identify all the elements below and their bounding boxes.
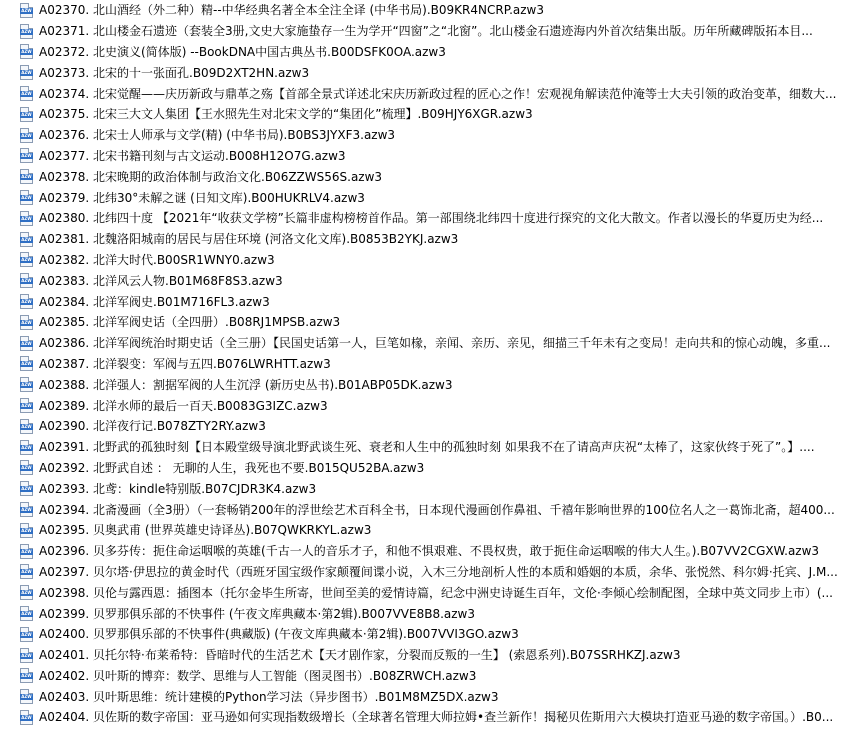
azw-file-icon [20,440,33,455]
file-name-label: A02384. 北洋军阀史.B01M716FL3.azw3 [39,294,270,309]
file-type-badge: AZW [21,590,32,596]
file-type-badge: AZW [21,278,32,284]
file-name-label: A02391. 北野武的孤独时刻【日本殿堂级导演北野武谈生死、衰老和人生中的孤独时刻 如果我不在了请高声庆祝“太棒了，这家伙终于死了”。】.... [39,440,815,455]
file-row[interactable] [0,520,846,541]
azw-file-icon [20,523,33,538]
file-name-label: A02374. 北宋觉醒——庆历新政与鼎革之殇【首部全景式详述北宋庆历新政过程的匠心之作！宏观视角解读范仲淹等士大夫引领的政治变革，细数大... [39,86,837,101]
azw-file-icon [20,65,33,80]
file-name-label: A02390. 北洋夜行记.B078ZTY2RY.azw3 [39,419,266,434]
azw-file-icon [20,710,33,725]
azw-file-icon [20,585,33,600]
azw-file-icon [20,689,33,704]
file-type-badge: AZW [21,195,32,201]
azw-file-icon [20,356,33,371]
file-row[interactable] [0,707,846,728]
file-row[interactable] [0,603,846,624]
file-row[interactable] [0,354,846,375]
file-name-label: A02387. 北洋裂变：军阀与五四.B076LWRHTT.azw3 [39,356,331,371]
file-type-badge: AZW [21,382,32,388]
azw-file-icon [20,24,33,39]
file-type-badge: AZW [21,423,32,429]
azw-file-icon [20,377,33,392]
file-name-label: A02393. 北鸢：kindle特别版.B07CJDR3K4.azw3 [39,481,317,496]
azw-file-icon [20,315,33,330]
file-row[interactable] [0,104,846,125]
file-name-label: A02392. 北野武自述 ： 无聊的人生，我死也不要.B015QU52BA.azw3 [39,460,425,475]
azw-file-icon [20,460,33,475]
file-row[interactable] [0,312,846,333]
file-row[interactable] [0,21,846,42]
file-name-label: A02386. 北洋军阀统治时期史话（全三册）【民国史话第一人，巨笔如椽，亲闻、亲历、亲见，细描三千年未有之变局！走向共和的惊心动魄，多重... [39,336,831,351]
file-type-badge: AZW [21,361,32,367]
file-name-label: A02397. 贝尔塔·伊思拉的黄金时代（西班牙国宝级作家颠覆间谍小说，入木三分地剖析人性的本质和婚姻的本质，余华、张悦然、科尔姆·托宾、J.M... [39,564,838,579]
file-name-label: A02377. 北宋书籍刊刻与古文运动.B008H12O7G.azw3 [39,148,346,163]
azw-file-icon [20,86,33,101]
file-type-badge: AZW [21,91,32,97]
file-type-badge: AZW [21,444,32,450]
file-row[interactable] [0,437,846,458]
file-name-label: A02404. 贝佐斯的数字帝国：亚马逊如何实现指数级增长（全球著名管理大师拉姆•查兰新作！揭秘贝佐斯用六大模块打造亚马逊的数字帝国。）.B0... [39,710,834,725]
file-type-badge: AZW [21,340,32,346]
file-name-label: A02402. 贝叶斯的博弈：数学、思维与人工智能（图灵图书）.B08ZRWCH.azw3 [39,668,477,683]
file-name-label: A02382. 北洋大时代.B00SR1WNY0.azw3 [39,252,275,267]
azw-file-icon [20,190,33,205]
azw-file-icon [20,169,33,184]
file-name-label: A02383. 北洋风云人物.B01M68F8S3.azw3 [39,273,283,288]
file-name-label: A02373. 北宋的十一张面孔.B09D2XT2HN.azw3 [39,65,310,80]
file-name-label: A02395. 贝奥武甫 (世界英雄史诗译丛).B07QWKRKYL.azw3 [39,523,372,538]
file-type-badge: AZW [21,714,32,720]
file-type-badge: AZW [21,527,32,533]
azw-file-icon [20,148,33,163]
file-name-label: A02396. 贝多芬传：扼住命运咽喉的英雄(千古一人的音乐才子，和他不惧艰难、不畏权贵，敢于扼住命运咽喉的伟大人生。).B07VV2CGXW.azw3 [39,544,820,559]
azw-file-icon [20,481,33,496]
azw-file-icon [20,273,33,288]
file-type-badge: AZW [21,28,32,34]
file-type-badge: AZW [21,486,32,492]
file-name-label: A02378. 北宋晚期的政治体制与政治文化.B06ZZWS56S.azw3 [39,169,383,184]
file-type-badge: AZW [21,569,32,575]
file-row[interactable] [0,125,846,146]
file-row[interactable] [0,686,846,707]
file-row[interactable] [0,62,846,83]
file-type-badge: AZW [21,49,32,55]
file-row[interactable] [0,333,846,354]
file-name-label: A02389. 北洋水师的最后一百天.B0083G3IZC.azw3 [39,398,328,413]
file-row[interactable] [0,395,846,416]
file-row[interactable] [0,666,846,687]
file-name-label: A02371. 北山楼金石遗迹（套装全3册,文史大家施蛰存一生为学开“四窗”之“北窗”。北山楼金石遗迹海内外首次结集出版。历年所藏碑版拓本目... [39,24,813,39]
azw-file-icon [20,419,33,434]
file-name-label: A02403. 贝叶斯思维：统计建模的Python学习法（异步图书）.B01M8MZ5DX.azw3 [39,689,499,704]
file-row[interactable] [0,562,846,583]
file-type-badge: AZW [21,215,32,221]
file-row[interactable] [0,270,846,291]
azw-file-icon [20,44,33,59]
azw-file-icon [20,398,33,413]
file-type-badge: AZW [21,631,32,637]
file-name-label: A02376. 北宋士人师承与文学(精) (中华书局).B0BS3JYXF3.azw3 [39,128,396,143]
file-row[interactable] [0,624,846,645]
azw-file-icon [20,211,33,226]
azw-file-icon [20,606,33,621]
file-row[interactable] [0,42,846,63]
file-type-badge: AZW [21,257,32,263]
file-row[interactable] [0,291,846,312]
azw-file-icon [20,3,33,18]
file-name-label: A02399. 贝罗那俱乐部的不快事件 (午夜文库典藏本·第2辑).B007VVE8B8.azw3 [39,606,476,621]
azw-file-icon [20,648,33,663]
azw-file-icon [20,336,33,351]
file-name-label: A02388. 北洋强人：割据军阀的人生沉浮 (新历史丛书).B01ABP05DK.azw3 [39,377,453,392]
file-type-badge: AZW [21,652,32,658]
file-type-badge: AZW [21,153,32,159]
azw-file-icon [20,128,33,143]
file-type-badge: AZW [21,465,32,471]
file-name-label: A02381. 北魏洛阳城南的居民与居住环境 (河洛文化文库).B0853B2YKJ.azw3 [39,232,459,247]
file-row[interactable] [0,83,846,104]
file-row[interactable] [0,166,846,187]
file-row[interactable] [0,208,846,229]
file-name-label: A02401. 贝托尔特·布莱希特：昏暗时代的生活艺术【天才剧作家，分裂而反叛的一生】 (索恩系列).B07SSRHKZJ.azw3 [39,648,681,663]
file-type-badge: AZW [21,132,32,138]
file-row[interactable] [0,645,846,666]
file-name-label: A02370. 北山酒经（外二种）精--中华经典名著全本全注全译 (中华书局).B09KR4NCRP.azw3 [39,3,544,18]
file-type-badge: AZW [21,673,32,679]
file-row[interactable] [0,416,846,437]
file-row[interactable] [0,250,846,271]
file-row[interactable] [0,478,846,499]
file-name-label: A02380. 北纬四十度 【2021年“收获文学榜”长篇非虚构榜榜首作品。第一部围绕北纬四十度进行探究的文化大散文。作者以漫长的华夏历史为经... [39,211,824,226]
file-type-badge: AZW [21,694,32,700]
file-row[interactable] [0,499,846,520]
file-type-badge: AZW [21,403,32,409]
file-row[interactable] [0,146,846,167]
file-type-badge: AZW [21,174,32,180]
file-name-label: A02372. 北史演义(简体版) --BookDNA中国古典丛书.B00DSFK0OA.azw3 [39,44,446,59]
azw-file-icon [20,544,33,559]
file-type-badge: AZW [21,7,32,13]
file-type-badge: AZW [21,319,32,325]
file-type-badge: AZW [21,111,32,117]
azw-file-icon [20,252,33,267]
file-type-badge: AZW [21,236,32,242]
file-type-badge: AZW [21,611,32,616]
file-name-label: A02385. 北洋军阀史话（全四册）.B08RJ1MPSB.azw3 [39,315,341,330]
azw-file-icon [20,627,33,642]
file-row[interactable] [0,229,846,250]
file-row[interactable] [0,458,846,479]
file-row[interactable] [0,187,846,208]
file-name-label: A02375. 北宋三大文人集团【王水照先生对北宋文学的“集团化”梳理】.B09HJY6XGR.azw3 [39,107,533,122]
azw-file-icon [20,668,33,683]
azw-file-icon [20,294,33,309]
file-type-badge: AZW [21,548,32,554]
file-row[interactable] [0,0,846,21]
file-name-label: A02400. 贝罗那俱乐部的不快事件(典藏版) (午夜文库典藏本·第2辑).B007VVI3GO.azw3 [39,627,519,642]
file-row[interactable] [0,582,846,603]
azw-file-icon [20,107,33,122]
file-row[interactable] [0,541,846,562]
file-name-label: A02379. 北纬30°未解之谜 (日知文库).B00HUKRLV4.azw3 [39,190,365,205]
file-name-label: A02394. 北斋漫画（全3册）（一套畅销200年的浮世绘艺术百科全书，日本现代漫画创作鼻祖、千禧年影响世界的100位名人之一葛饰北斋，超400... [39,502,835,517]
file-name-label: A02398. 贝伦与露西恩：插图本（托尔金毕生所寄，世间至美的爱情诗篇，纪念中洲史诗诞生百年，文伦·李倾心绘制配图，全球中英文同步上市）(... [39,585,833,600]
file-row[interactable] [0,374,846,395]
file-type-badge: AZW [21,70,32,76]
file-type-badge: AZW [21,299,32,305]
azw-file-icon [20,232,33,247]
azw-file-icon [20,502,33,517]
azw-file-icon [20,564,33,579]
file-type-badge: AZW [21,507,32,513]
